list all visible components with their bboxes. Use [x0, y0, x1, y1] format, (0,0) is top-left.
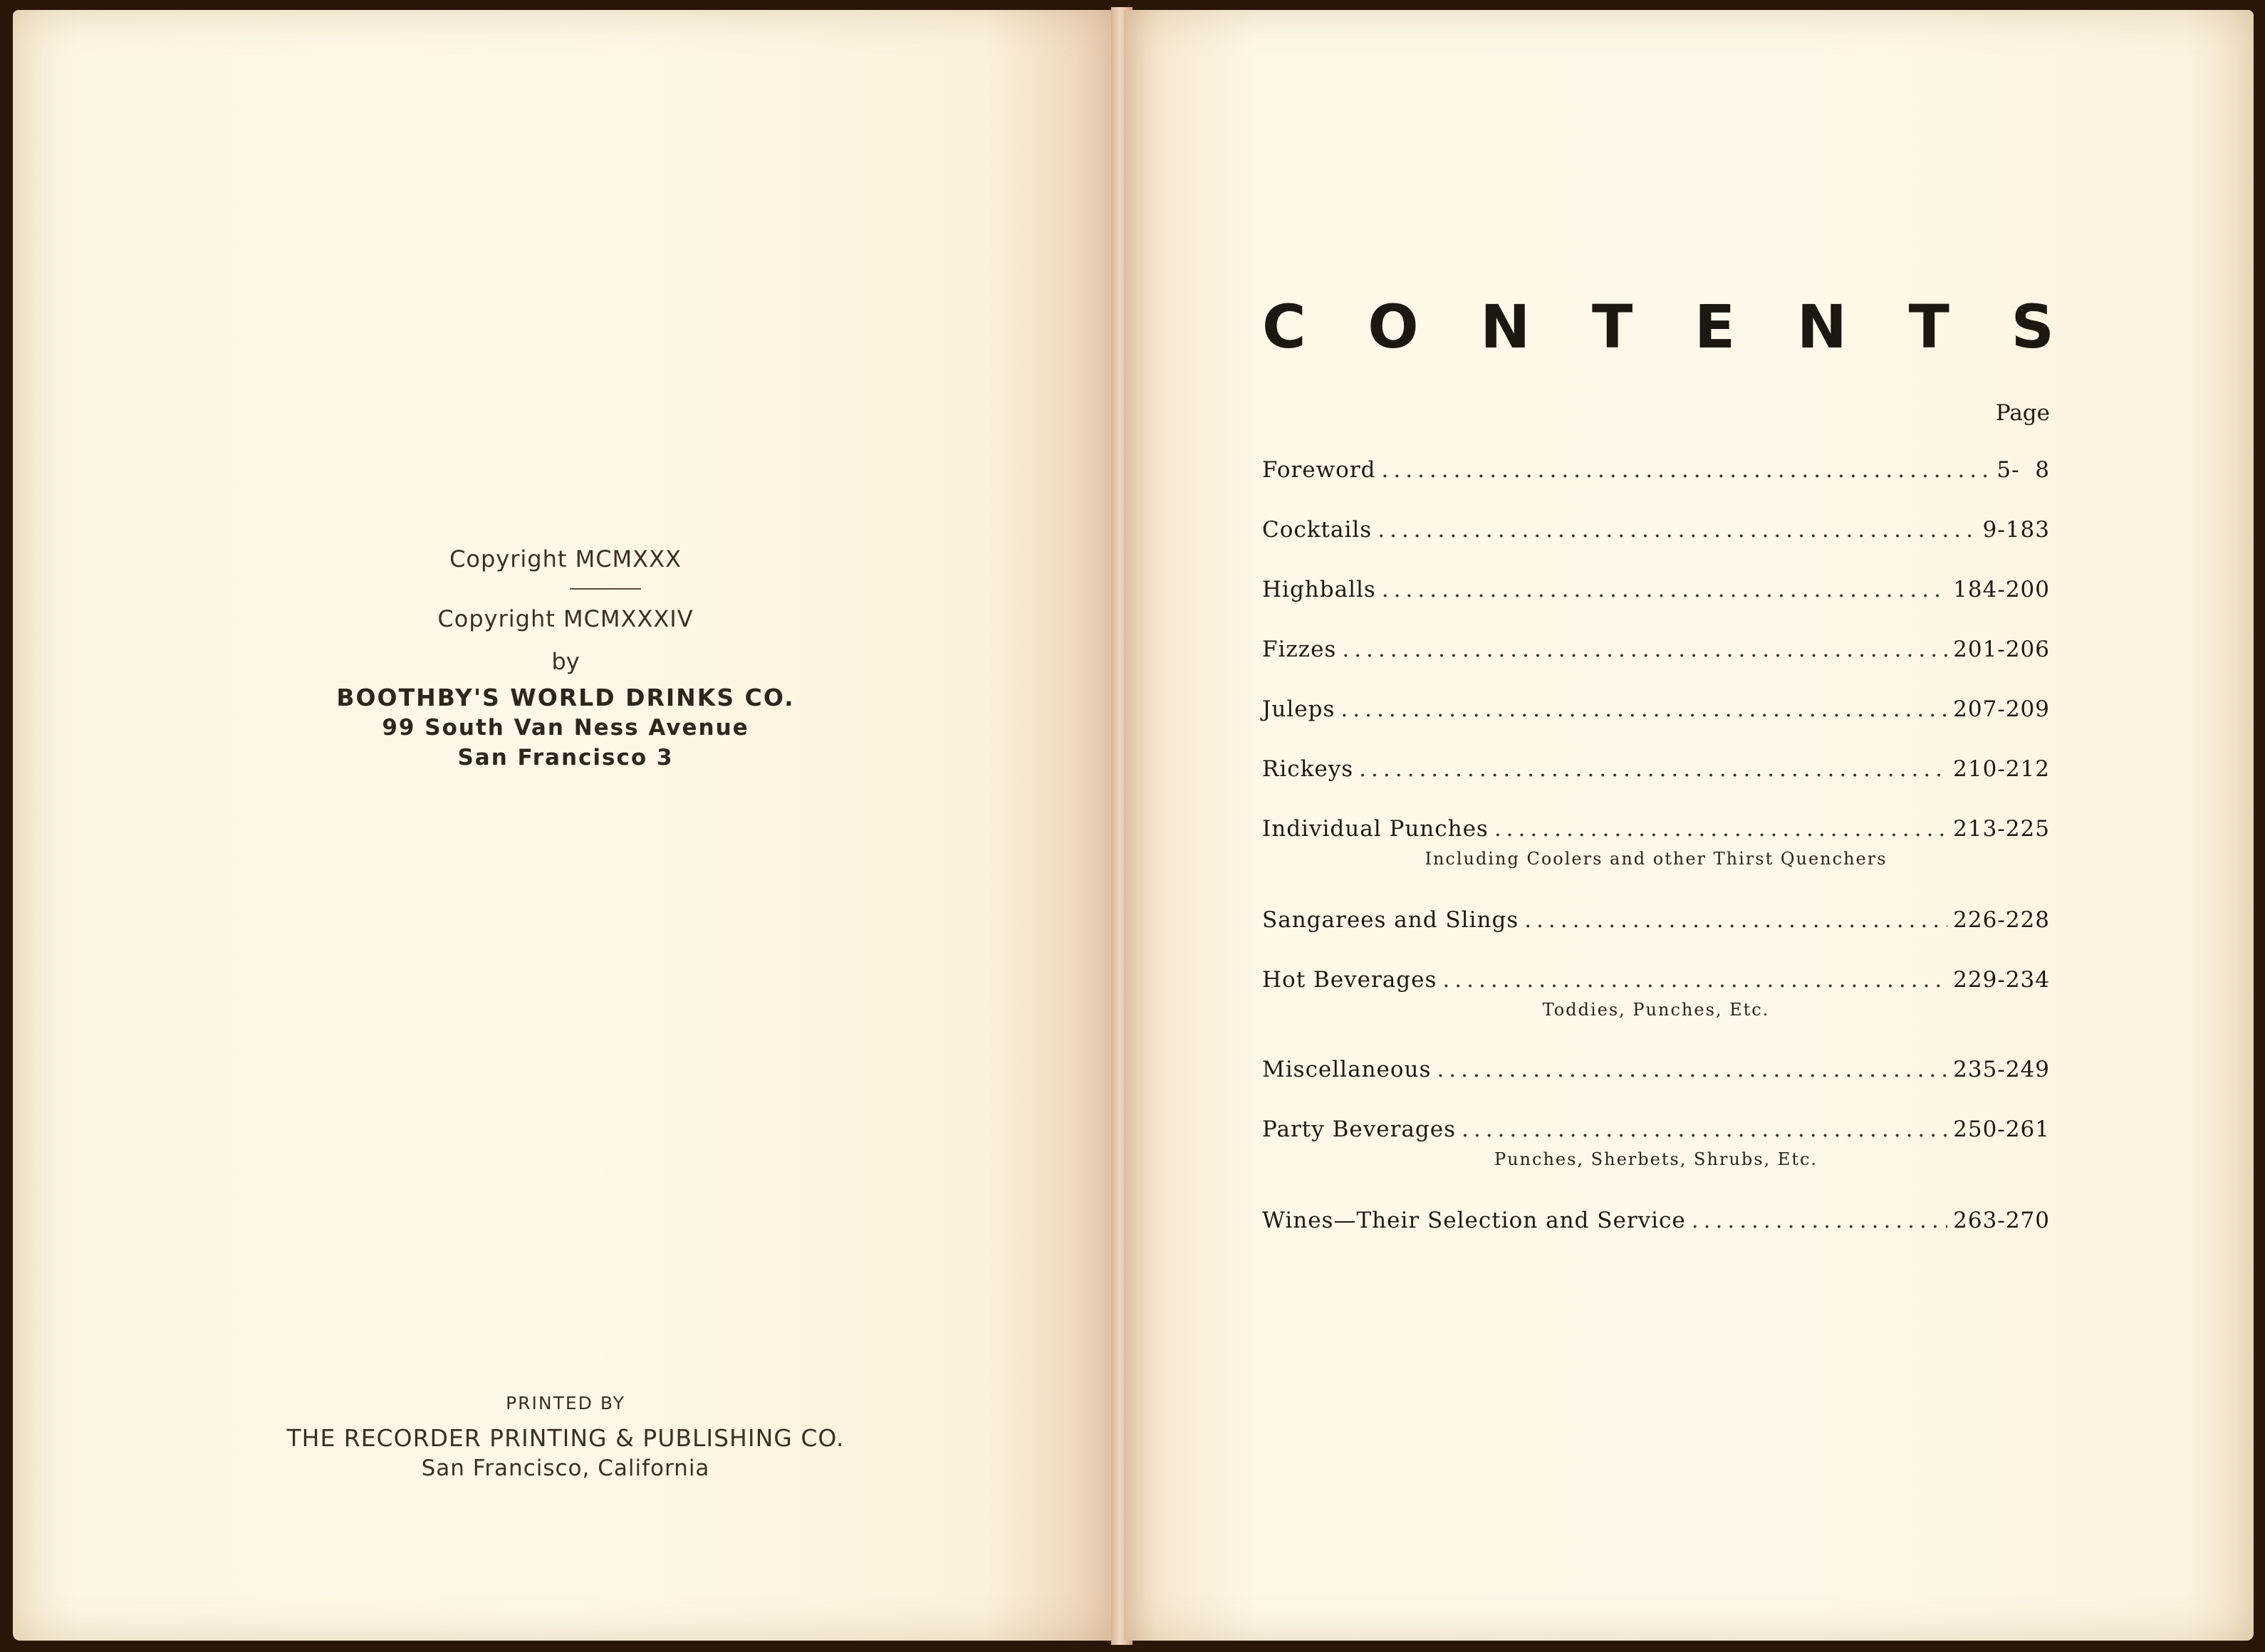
toc-leader-dots [1382, 457, 1991, 483]
toc-entry-individual-punches [1262, 816, 2050, 842]
toc-pages: 201-206 [1953, 637, 2050, 662]
toc-entry-foreword [1262, 457, 2050, 483]
toc-entry-sangarees [1262, 907, 2050, 933]
toc-leader-dots [1378, 517, 1977, 543]
toc-label: Wines—Their Selection and Service [1262, 1208, 1686, 1233]
toc-entry-party-beverages [1262, 1117, 2050, 1142]
toc-label: Party Beverages [1262, 1117, 1456, 1142]
toc-pages: 213-225 [1953, 816, 2050, 842]
toc-pages: 5- 8 [1996, 457, 2050, 483]
toc-entry-fizzes [1262, 637, 2050, 662]
toc-entry-cocktails [1262, 517, 2050, 543]
toc-pages: 184-200 [1953, 577, 2050, 602]
copyright-by: by [551, 648, 580, 675]
toc-label: Miscellaneous [1262, 1057, 1432, 1082]
toc-label: Hot Beverages [1262, 967, 1437, 993]
toc-label: Cocktails [1262, 517, 1373, 543]
title-letter: S [2011, 292, 2054, 362]
toc-label: Foreword [1262, 457, 1376, 483]
toc-pages: 250-261 [1953, 1117, 2050, 1142]
title-letter: E [1694, 292, 1736, 362]
toc-leader-dots [1359, 756, 1947, 782]
toc-subtitle: Including Coolers and other Thirst Quenchers [1425, 849, 1888, 869]
toc-pages: 226-228 [1953, 907, 2050, 933]
toc-entry-rickeys [1262, 756, 2050, 782]
publisher-name: BOOTHBY'S WORLD DRINKS CO. [336, 684, 795, 711]
toc-label: Sangarees and Slings [1262, 907, 1519, 933]
toc-subtitle: Toddies, Punches, Etc. [1542, 1000, 1770, 1020]
toc-entry-wines [1262, 1208, 2050, 1233]
publisher-address: 99 South Van Ness Avenue [382, 715, 749, 741]
toc-pages: 235-249 [1953, 1057, 2050, 1082]
toc-label: Juleps [1262, 696, 1335, 722]
printer-city: San Francisco, California [421, 1455, 710, 1481]
printer-name: THE RECORDER PRINTING & PUBLISHING CO. [286, 1424, 845, 1452]
copyright-divider [570, 588, 641, 590]
toc-entry-miscellaneous [1262, 1057, 2050, 1082]
title-letter: N [1480, 292, 1531, 362]
copyright-line-1: Copyright MCMXXX [449, 545, 682, 573]
toc-leader-dots [1340, 696, 1947, 722]
toc-subtitle: Punches, Sherbets, Shrubs, Etc. [1494, 1149, 1818, 1169]
toc-pages: 210-212 [1953, 756, 2050, 782]
toc-leader-dots [1524, 907, 1947, 933]
toc-pages: 9-183 [1982, 517, 2050, 543]
contents-title [1262, 292, 2054, 362]
toc-entry-juleps [1262, 696, 2050, 722]
toc-leader-dots [1382, 577, 1947, 602]
toc-leader-dots [1462, 1117, 1947, 1142]
toc-leader-dots [1442, 967, 1947, 993]
copyright-line-2: Copyright MCMXXXIV [437, 605, 694, 632]
title-letter: O [1368, 292, 1419, 362]
toc-pages: 207-209 [1953, 696, 2050, 722]
title-letter: N [1796, 292, 1848, 362]
title-letter: T [1908, 292, 1949, 362]
toc-leader-dots [1342, 637, 1947, 662]
toc-entry-highballs [1262, 577, 2050, 602]
toc-label: Fizzes [1262, 637, 1337, 662]
toc-label: Highballs [1262, 577, 1376, 602]
title-letter: C [1262, 292, 1306, 362]
toc-label: Individual Punches [1262, 816, 1489, 842]
publisher-city: San Francisco 3 [457, 745, 674, 770]
toc-leader-dots [1692, 1208, 1947, 1233]
toc-label: Rickeys [1262, 756, 1354, 782]
toc-pages: 229-234 [1953, 967, 2050, 993]
title-letter: T [1591, 292, 1633, 362]
printed-by-label: PRINTED BY [506, 1393, 625, 1413]
page-column-heading: Page [1995, 400, 2050, 426]
toc-pages: 263-270 [1953, 1208, 2050, 1233]
left-page [13, 10, 1118, 1641]
toc-leader-dots [1494, 816, 1947, 842]
toc-entry-hot-beverages [1262, 967, 2050, 993]
toc-leader-dots [1437, 1057, 1947, 1082]
